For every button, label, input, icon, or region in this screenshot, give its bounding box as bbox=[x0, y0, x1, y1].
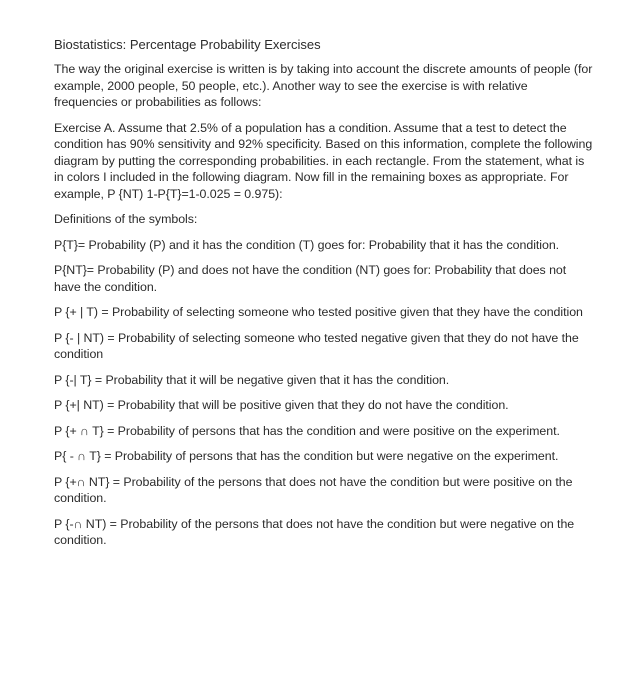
definition-positive-given-nt: P {+| NT) = Probability that will be positive given that they do not have the condition. bbox=[54, 398, 509, 412]
definition-negative-and-t: P{ - ∩ T} = Probability of persons that has the condition but were negative on the experiment. bbox=[54, 449, 559, 463]
definition-positive-and-t: P {+ ∩ T} = Probability of persons that has the condition and were positive on the experiment. bbox=[54, 423, 560, 438]
definition-positive-and-nt: P {+∩ NT} = Probability of the persons that does not have the condition but were positive on the condition. bbox=[54, 474, 573, 505]
exercise-paragraph: Exercise A. Assume that 2.5% of a population has a condition. Assume that a test to detect the condition has 90% sensitivity and 92% specificity. Based on this information, complete the following diagram by putting the corresponding probabilities. in each rectangle. From the statement, what is in colors I included in the following diagram. Now fill in the remaining boxes as appropriate. For example, P {NT) 1-P{T}=1-0.025 = 0.975): bbox=[54, 120, 593, 201]
definition-positive-given-t: P {+ | T) = Probability of selecting someone who tested positive given that they have the condition bbox=[54, 305, 583, 319]
document-title: Biostatistics: Percentage Probability Exercises bbox=[54, 37, 321, 52]
intro-paragraph: The way the original exercise is written is by taking into account the discrete amounts of people (for example, 2000 people, 50 people, etc.). Another way to see the exercise is with relative frequencies or probabilities as follows: bbox=[54, 62, 593, 109]
definition-negative-and-nt: P {-∩ NT) = Probability of the persons that does not have the condition but were negative on the condition. bbox=[54, 516, 575, 547]
definitions-heading: Definitions of the symbols: bbox=[54, 212, 198, 226]
definition-p-nt: P{NT}= Probability (P) and does not have the condition (NT) goes for: Probability that does not have the condition. bbox=[54, 263, 567, 294]
definition-negative-given-t: P {-| T} = Probability that it will be negative given that it has the condition. bbox=[54, 372, 450, 387]
document-page bbox=[54, 36, 594, 558]
definition-negative-given-nt: P {- | NT) = Probability of selecting someone who tested negative given that they do not have the condition bbox=[54, 330, 579, 361]
definition-p-t: P{T}= Probability (P) and it has the condition (T) goes for: Probability that it has the condition. bbox=[54, 237, 560, 252]
